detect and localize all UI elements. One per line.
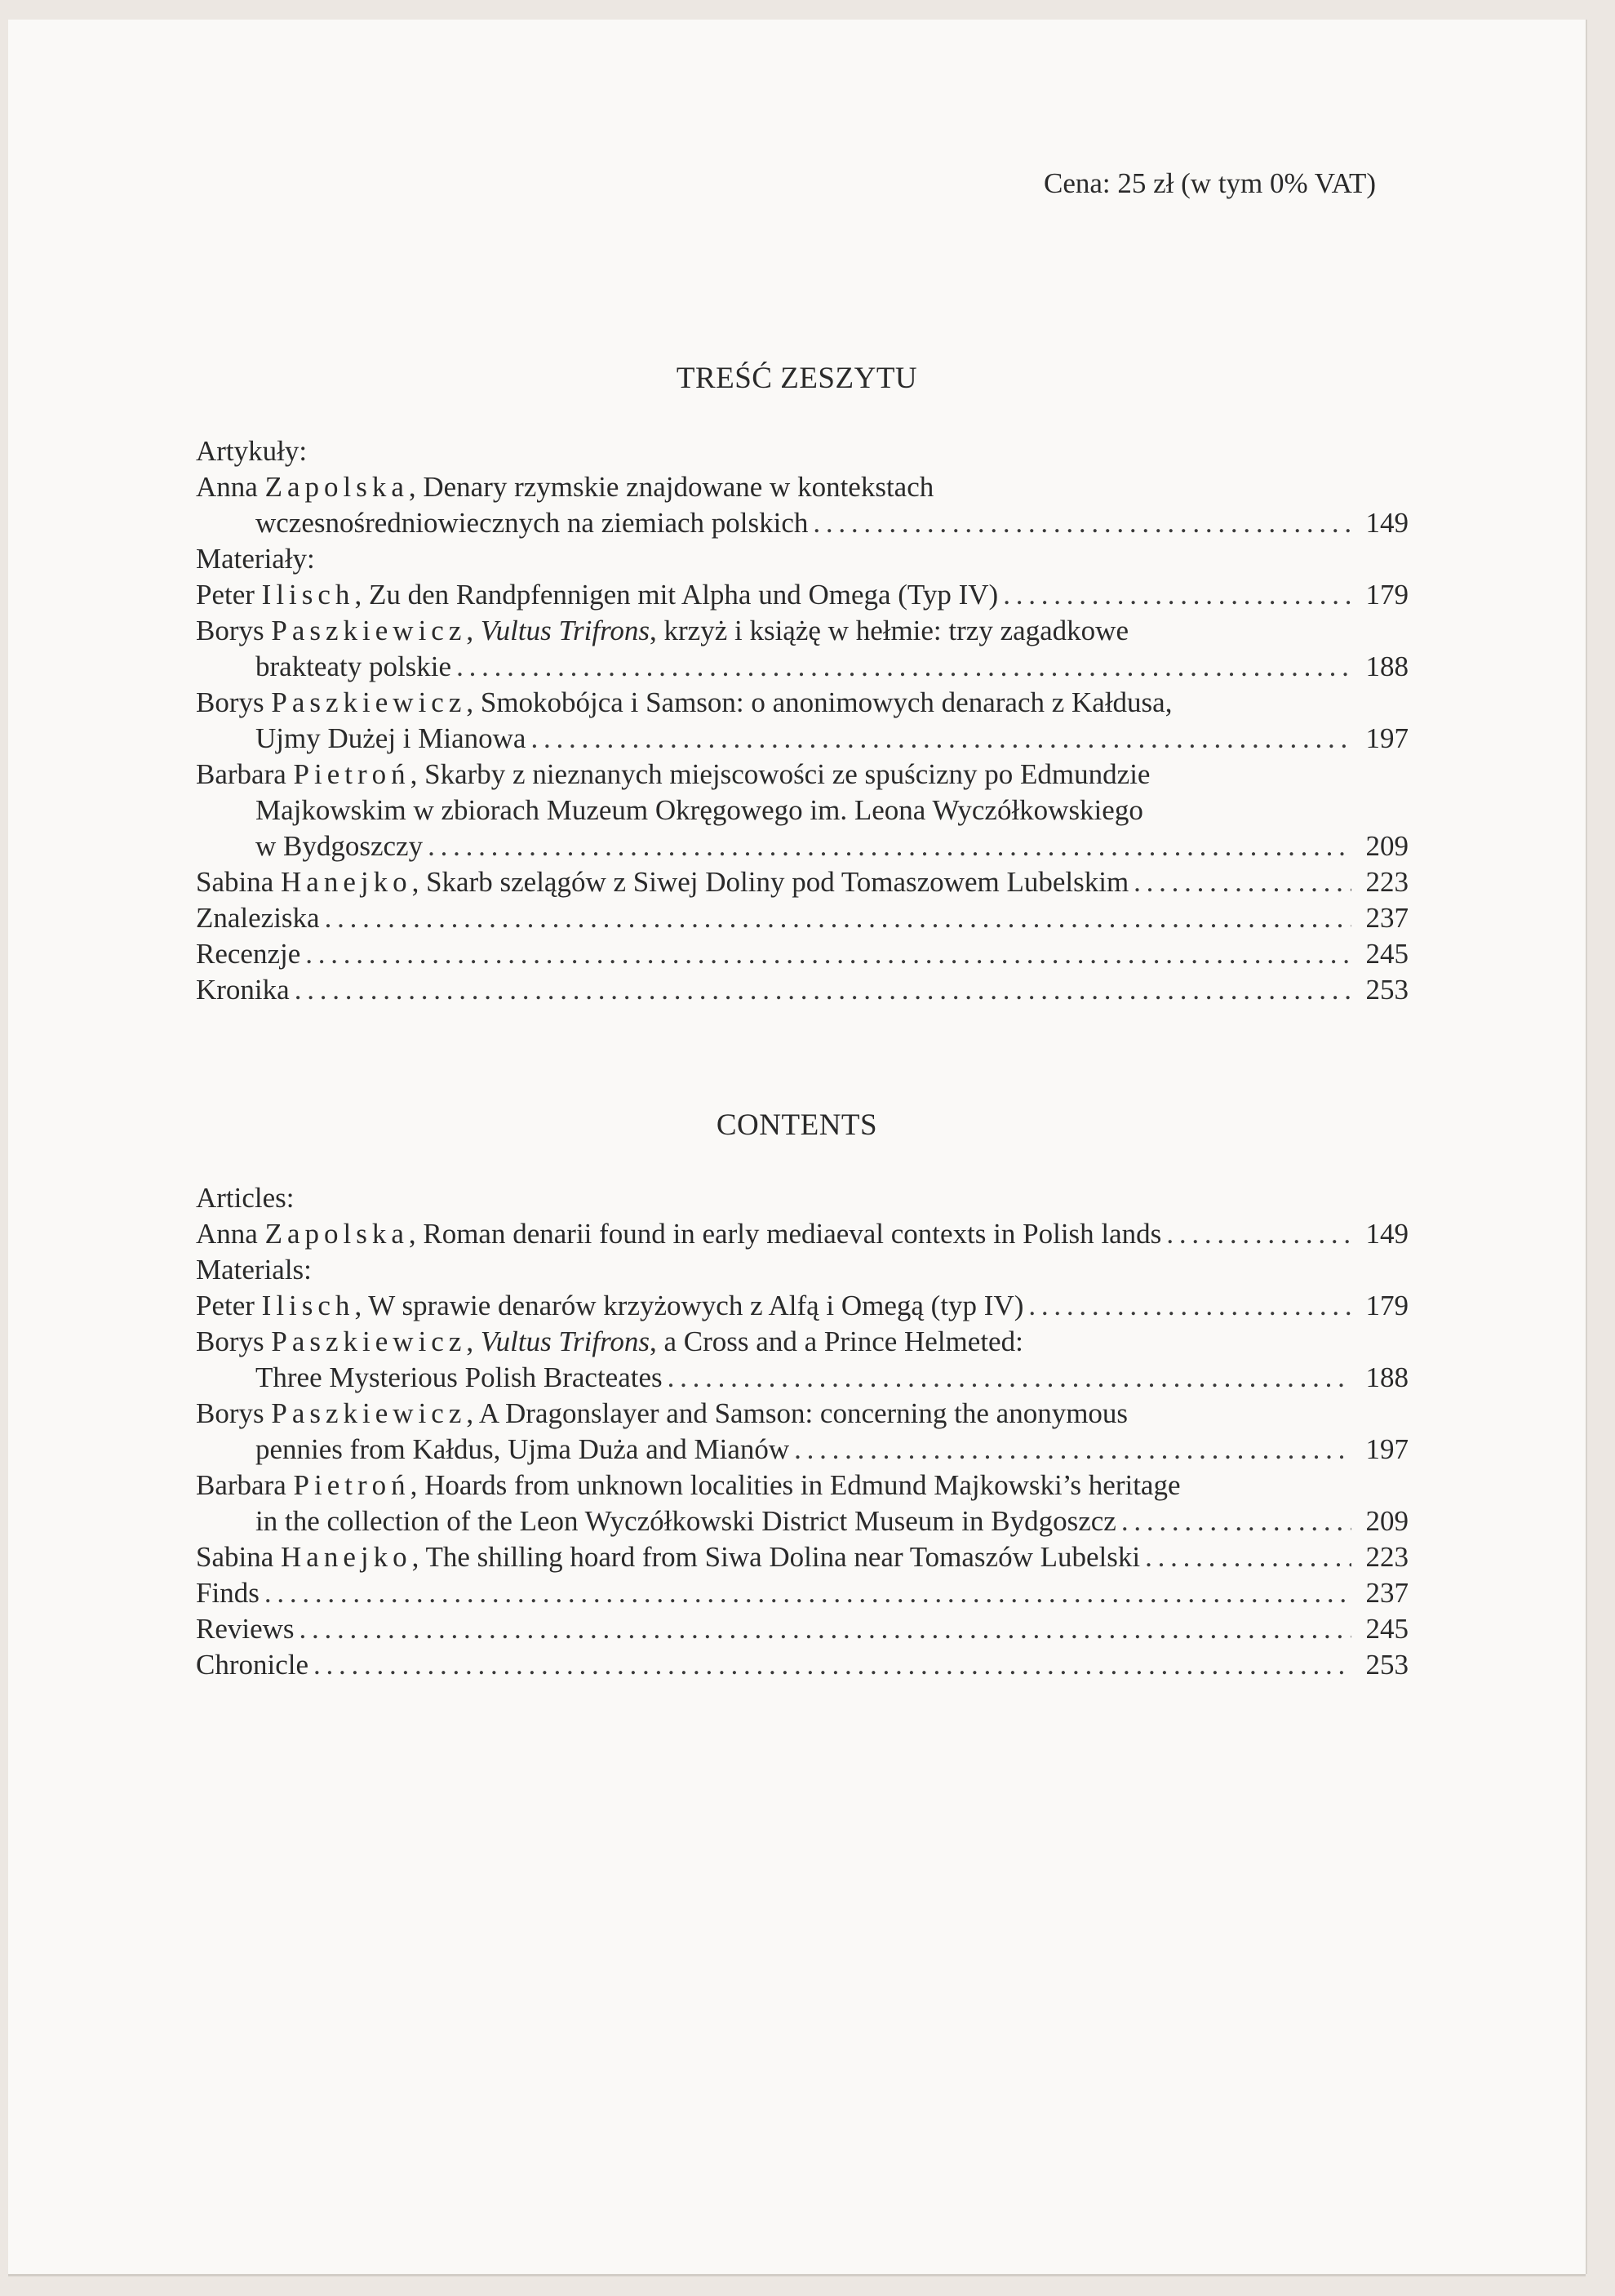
dot-leader — [1134, 864, 1351, 900]
toc-section-line: Finds . . . 237 — [196, 1575, 1409, 1611]
toc-entry-line: w Bydgoszczy . . . 209 — [196, 828, 1409, 864]
toc-entry-line: Anna Zapolska, Denary rzymskie znajdowane w kontekstach — [196, 471, 934, 503]
section-label: Materiały: — [196, 543, 315, 575]
toc-entry-line: Peter Ilisch, W sprawie denarów krzyżowych z Alfą i Omegą (typ IV) . . . 179 — [196, 1288, 1409, 1324]
author-name: Ilisch — [261, 579, 355, 611]
section-label: Artykuły: — [196, 435, 308, 467]
author-name: Paszkiewicz — [271, 1397, 467, 1429]
toc-section-line: Chronicle . . . 253 — [196, 1647, 1409, 1683]
page-number: 237 — [1365, 902, 1409, 934]
dot-leader — [295, 972, 1351, 1008]
toc-entry-line: Borys Paszkiewicz, Smokobójca i Samson: o anonimowych denarach z Kałdusa, — [196, 686, 1173, 718]
toc-entry-line: Ujmy Dużej i Mianowa . . . 197 — [196, 721, 1409, 757]
toc-entry-line: brakteaty polskie . . . 188 — [196, 649, 1409, 685]
page-number: 179 — [1365, 1290, 1409, 1321]
toc-entry-line: wczesnośredniowiecznych na ziemiach polskich . . . 149 — [196, 505, 1409, 541]
toc-en — [196, 1180, 1409, 1683]
author-name: Paszkiewicz — [271, 1326, 467, 1357]
page-sheet — [8, 20, 1586, 2274]
dot-leader — [1166, 1216, 1351, 1252]
page-number: 253 — [1365, 974, 1409, 1006]
toc-heading-pl: TREŚĆ ZESZYTU — [676, 362, 918, 395]
toc-section-line: Kronika . . . 253 — [196, 972, 1409, 1008]
dot-leader — [299, 1611, 1351, 1647]
toc-entry-line: in the collection of the Leon Wyczółkowski District Museum in Bydgoszcz . . . 209 — [196, 1503, 1409, 1539]
author-name: Pietroń — [293, 1469, 410, 1501]
page-number: 209 — [1365, 830, 1409, 862]
page-number: 245 — [1365, 938, 1409, 970]
section-label: Materials: — [196, 1254, 312, 1286]
page-number: 223 — [1365, 866, 1409, 898]
toc-entry-line: Majkowskim w zbiorach Muzeum Okręgowego im. Leona Wyczółkowskiego — [255, 794, 1143, 826]
page-number: 188 — [1365, 1361, 1409, 1393]
toc-pl — [196, 433, 1409, 1008]
author-name: Hanejko — [281, 866, 412, 898]
toc-entry-line: Borys Paszkiewicz, A Dragonslayer and Samson: concerning the anonymous — [196, 1397, 1129, 1429]
dot-leader — [1121, 1503, 1351, 1539]
author-name: Paszkiewicz — [271, 615, 467, 646]
toc-entry-line: Borys Paszkiewicz, Vultus Trifrons, krzyż i książę w hełmie: trzy zagadkowe — [196, 615, 1129, 646]
author-name: Zapolska — [264, 1218, 409, 1250]
dot-leader — [530, 721, 1351, 757]
dot-leader — [668, 1360, 1351, 1396]
page-number: 253 — [1365, 1649, 1409, 1681]
dot-leader — [1145, 1539, 1351, 1575]
page-number: 245 — [1365, 1613, 1409, 1645]
toc-entry-line: Sabina Hanejko, Skarb szelągów z Siwej Doliny pod Tomaszowem Lubelskim . . . 223 — [196, 864, 1409, 900]
section-label: Articles: — [196, 1182, 295, 1214]
author-name: Hanejko — [281, 1541, 412, 1573]
author-name: Pietroń — [293, 758, 410, 790]
toc-section-line: Reviews . . . 245 — [196, 1611, 1409, 1647]
toc-entry-line: Barbara Pietroń, Skarby z nieznanych miejscowości ze spuścizny po Edmundzie — [196, 758, 1151, 790]
dot-leader — [813, 505, 1351, 541]
dot-leader — [325, 900, 1351, 936]
toc-entry-line: Sabina Hanejko, The shilling hoard from Siwa Dolina near Tomaszów Lubelski . . . 223 — [196, 1539, 1409, 1575]
dot-leader — [1028, 1288, 1351, 1324]
dot-leader — [313, 1647, 1351, 1683]
page-number: 197 — [1365, 722, 1409, 754]
dot-leader — [428, 828, 1351, 864]
author-name: Paszkiewicz — [271, 686, 467, 718]
page-number: 188 — [1365, 651, 1409, 682]
dot-leader — [1003, 577, 1351, 613]
author-name: Ilisch — [261, 1290, 355, 1321]
toc-entry-line: Anna Zapolska, Roman denarii found in early mediaeval contexts in Polish lands . . . 149 — [196, 1216, 1409, 1252]
dot-leader — [305, 936, 1351, 972]
author-name: Zapolska — [264, 471, 409, 503]
price-note: Cena: 25 zł (w tym 0% VAT) — [1044, 167, 1376, 199]
page-number: 209 — [1365, 1505, 1409, 1537]
toc-section-line: Znaleziska . . . 237 — [196, 900, 1409, 936]
page-number: 179 — [1365, 579, 1409, 611]
page-number: 237 — [1365, 1577, 1409, 1609]
dot-leader — [794, 1432, 1351, 1468]
dot-leader — [456, 649, 1351, 685]
toc-section-line: Recenzje . . . 245 — [196, 936, 1409, 972]
page-number: 149 — [1365, 1218, 1409, 1250]
dot-leader — [264, 1575, 1351, 1611]
page-number: 197 — [1365, 1433, 1409, 1465]
toc-entry-line: Peter Ilisch, Zu den Randpfennigen mit Alpha und Omega (Typ IV) . . . 179 — [196, 577, 1409, 613]
page-number: 223 — [1365, 1541, 1409, 1573]
toc-entry-line: pennies from Kałdus, Ujma Duża and Mianów . . . 197 — [196, 1432, 1409, 1468]
toc-entry-line: Barbara Pietroń, Hoards from unknown localities in Edmund Majkowski’s heritage — [196, 1469, 1181, 1501]
toc-entry-line: Three Mysterious Polish Bracteates . . . 188 — [196, 1360, 1409, 1396]
toc-heading-en: CONTENTS — [716, 1108, 878, 1142]
toc-entry-line: Borys Paszkiewicz, Vultus Trifrons, a Cross and a Prince Helmeted: — [196, 1326, 1023, 1357]
page-number: 149 — [1365, 507, 1409, 539]
